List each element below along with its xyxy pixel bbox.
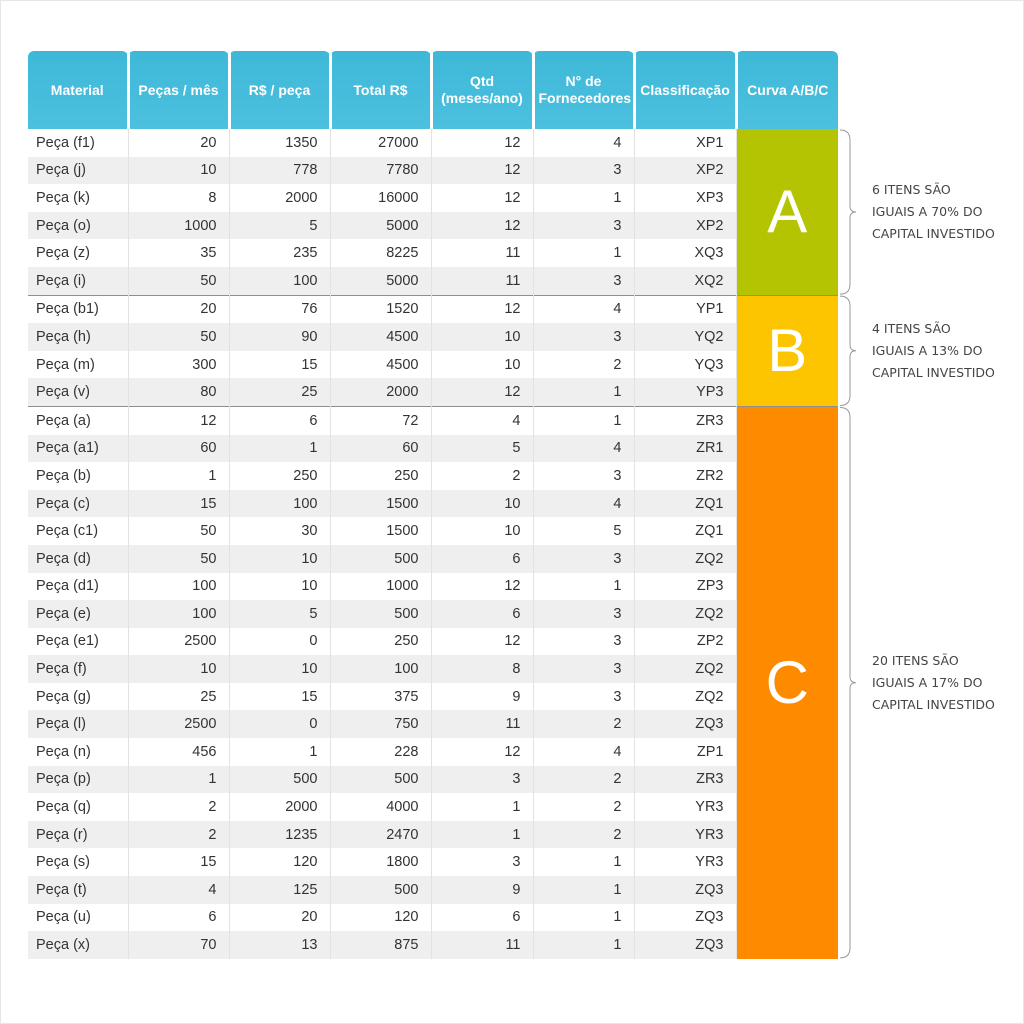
table-row	[28, 517, 838, 545]
cell-classificacao: ZQ2	[634, 545, 736, 573]
cell-fornecedores: 3	[533, 323, 634, 351]
cell-classificacao: YP3	[634, 378, 736, 406]
cell-rs-peca: 235	[229, 239, 330, 267]
cell-material: Peça (q)	[28, 793, 128, 821]
cell-rs-peca: 100	[229, 267, 330, 295]
cell-rs-peca: 1350	[229, 129, 330, 157]
abc-curve-table	[28, 51, 838, 959]
table-row	[28, 129, 838, 157]
curve-group-c: C	[736, 406, 838, 958]
group-braces	[838, 0, 878, 1024]
cell-qtd: 4	[431, 406, 533, 434]
curve-group-a: A	[736, 129, 838, 295]
cell-qtd: 11	[431, 931, 533, 959]
column-header-pecas-mes: Peças / mês	[128, 51, 229, 129]
cell-pecas-mes: 456	[128, 738, 229, 766]
cell-classificacao: XP3	[634, 184, 736, 212]
cell-material: Peça (o)	[28, 212, 128, 240]
cell-rs-peca: 2000	[229, 184, 330, 212]
cell-total: 2000	[330, 378, 431, 406]
cell-qtd: 6	[431, 545, 533, 573]
cell-qtd: 12	[431, 212, 533, 240]
cell-pecas-mes: 50	[128, 545, 229, 573]
cell-fornecedores: 3	[533, 628, 634, 656]
cell-qtd: 8	[431, 655, 533, 683]
cell-fornecedores: 2	[533, 793, 634, 821]
table-row	[28, 462, 838, 490]
cell-classificacao: ZQ2	[634, 683, 736, 711]
cell-fornecedores: 4	[533, 490, 634, 518]
cell-fornecedores: 2	[533, 821, 634, 849]
cell-pecas-mes: 1000	[128, 212, 229, 240]
cell-fornecedores: 1	[533, 239, 634, 267]
table-body	[28, 129, 838, 959]
cell-rs-peca: 13	[229, 931, 330, 959]
curve-group-b: B	[736, 295, 838, 406]
cell-qtd: 12	[431, 738, 533, 766]
cell-pecas-mes: 20	[128, 129, 229, 157]
column-header-total: Total R$	[330, 51, 431, 129]
cell-rs-peca: 2000	[229, 793, 330, 821]
cell-classificacao: XP1	[634, 129, 736, 157]
cell-qtd: 12	[431, 184, 533, 212]
cell-classificacao: YQ3	[634, 351, 736, 379]
cell-rs-peca: 10	[229, 573, 330, 601]
cell-classificacao: XQ2	[634, 267, 736, 295]
cell-qtd: 10	[431, 323, 533, 351]
cell-material: Peça (m)	[28, 351, 128, 379]
brace-group-b	[840, 296, 856, 405]
cell-rs-peca: 15	[229, 683, 330, 711]
cell-total: 60	[330, 435, 431, 463]
cell-classificacao: ZQ3	[634, 876, 736, 904]
table-row	[28, 766, 838, 794]
cell-material: Peça (d1)	[28, 573, 128, 601]
cell-rs-peca: 25	[229, 378, 330, 406]
column-header-qtd: Qtd (meses/ano)	[431, 51, 533, 129]
cell-pecas-mes: 20	[128, 295, 229, 323]
column-header-material: Material	[28, 51, 128, 129]
cell-fornecedores: 1	[533, 184, 634, 212]
table-row	[28, 738, 838, 766]
cell-total: 228	[330, 738, 431, 766]
table-row	[28, 295, 838, 323]
cell-total: 100	[330, 655, 431, 683]
cell-qtd: 9	[431, 876, 533, 904]
cell-pecas-mes: 4	[128, 876, 229, 904]
cell-pecas-mes: 10	[128, 655, 229, 683]
cell-qtd: 10	[431, 490, 533, 518]
cell-rs-peca: 0	[229, 628, 330, 656]
cell-rs-peca: 15	[229, 351, 330, 379]
cell-qtd: 10	[431, 351, 533, 379]
cell-qtd: 12	[431, 573, 533, 601]
cell-pecas-mes: 35	[128, 239, 229, 267]
table-row	[28, 628, 838, 656]
cell-fornecedores: 1	[533, 931, 634, 959]
table-row	[28, 904, 838, 932]
cell-material: Peça (s)	[28, 848, 128, 876]
cell-total: 375	[330, 683, 431, 711]
cell-pecas-mes: 300	[128, 351, 229, 379]
cell-classificacao: ZQ2	[634, 655, 736, 683]
cell-total: 2470	[330, 821, 431, 849]
cell-fornecedores: 3	[533, 462, 634, 490]
cell-qtd: 10	[431, 517, 533, 545]
table-row	[28, 710, 838, 738]
cell-qtd: 11	[431, 267, 533, 295]
cell-material: Peça (b)	[28, 462, 128, 490]
cell-total: 1800	[330, 848, 431, 876]
cell-qtd: 1	[431, 793, 533, 821]
cell-total: 500	[330, 545, 431, 573]
cell-qtd: 11	[431, 710, 533, 738]
cell-pecas-mes: 1	[128, 462, 229, 490]
group-note-a: 6 ITENS SÃO IGUAIS A 70% DO CAPITAL INVESTIDO	[872, 182, 995, 242]
cell-material: Peça (p)	[28, 766, 128, 794]
table-row	[28, 793, 838, 821]
cell-material: Peça (t)	[28, 876, 128, 904]
cell-pecas-mes: 6	[128, 904, 229, 932]
cell-material: Peça (a)	[28, 406, 128, 434]
cell-pecas-mes: 70	[128, 931, 229, 959]
cell-classificacao: ZQ2	[634, 600, 736, 628]
table-row	[28, 876, 838, 904]
table-row	[28, 184, 838, 212]
group-note-c: 20 ITENS SÃO IGUAIS A 17% DO CAPITAL INVESTIDO	[872, 652, 995, 712]
cell-classificacao: ZP3	[634, 573, 736, 601]
table-row	[28, 655, 838, 683]
cell-fornecedores: 4	[533, 129, 634, 157]
cell-total: 27000	[330, 129, 431, 157]
cell-material: Peça (n)	[28, 738, 128, 766]
cell-rs-peca: 5	[229, 600, 330, 628]
cell-fornecedores: 1	[533, 876, 634, 904]
table-row	[28, 239, 838, 267]
cell-fornecedores: 3	[533, 267, 634, 295]
cell-material: Peça (z)	[28, 239, 128, 267]
cell-material: Peça (a1)	[28, 435, 128, 463]
cell-classificacao: YR3	[634, 793, 736, 821]
cell-total: 1500	[330, 490, 431, 518]
cell-total: 4000	[330, 793, 431, 821]
cell-classificacao: XQ3	[634, 239, 736, 267]
table-row	[28, 931, 838, 959]
cell-total: 16000	[330, 184, 431, 212]
cell-classificacao: XP2	[634, 157, 736, 185]
cell-classificacao: ZQ1	[634, 490, 736, 518]
cell-fornecedores: 3	[533, 683, 634, 711]
cell-material: Peça (k)	[28, 184, 128, 212]
table-row	[28, 545, 838, 573]
cell-pecas-mes: 10	[128, 157, 229, 185]
cell-classificacao: ZQ3	[634, 710, 736, 738]
cell-rs-peca: 0	[229, 710, 330, 738]
cell-material: Peça (b1)	[28, 295, 128, 323]
cell-fornecedores: 5	[533, 517, 634, 545]
cell-rs-peca: 30	[229, 517, 330, 545]
cell-material: Peça (f1)	[28, 129, 128, 157]
table-row	[28, 351, 838, 379]
cell-total: 4500	[330, 323, 431, 351]
cell-material: Peça (e1)	[28, 628, 128, 656]
cell-fornecedores: 3	[533, 545, 634, 573]
cell-total: 1500	[330, 517, 431, 545]
cell-classificacao: XP2	[634, 212, 736, 240]
cell-fornecedores: 1	[533, 848, 634, 876]
cell-classificacao: YR3	[634, 821, 736, 849]
cell-material: Peça (x)	[28, 931, 128, 959]
cell-classificacao: ZQ3	[634, 931, 736, 959]
cell-material: Peça (v)	[28, 378, 128, 406]
cell-pecas-mes: 15	[128, 848, 229, 876]
cell-qtd: 11	[431, 239, 533, 267]
cell-rs-peca: 90	[229, 323, 330, 351]
cell-fornecedores: 2	[533, 766, 634, 794]
table-row	[28, 573, 838, 601]
cell-fornecedores: 4	[533, 435, 634, 463]
table-row	[28, 157, 838, 185]
cell-pecas-mes: 50	[128, 323, 229, 351]
cell-pecas-mes: 80	[128, 378, 229, 406]
cell-classificacao: ZP1	[634, 738, 736, 766]
column-header-rs-peca: R$ / peça	[229, 51, 330, 129]
cell-classificacao: ZR2	[634, 462, 736, 490]
cell-material: Peça (c)	[28, 490, 128, 518]
table-row	[28, 378, 838, 406]
table-row	[28, 848, 838, 876]
table-row	[28, 683, 838, 711]
cell-material: Peça (h)	[28, 323, 128, 351]
cell-classificacao: ZR3	[634, 406, 736, 434]
cell-pecas-mes: 100	[128, 600, 229, 628]
cell-material: Peça (g)	[28, 683, 128, 711]
cell-fornecedores: 4	[533, 738, 634, 766]
cell-total: 750	[330, 710, 431, 738]
cell-total: 1520	[330, 295, 431, 323]
table-row	[28, 435, 838, 463]
cell-rs-peca: 5	[229, 212, 330, 240]
header-row	[28, 51, 838, 129]
cell-material: Peça (i)	[28, 267, 128, 295]
brace-group-a	[840, 130, 856, 294]
cell-pecas-mes: 2	[128, 793, 229, 821]
cell-pecas-mes: 12	[128, 406, 229, 434]
cell-material: Peça (j)	[28, 157, 128, 185]
cell-classificacao: YQ2	[634, 323, 736, 351]
cell-qtd: 12	[431, 378, 533, 406]
cell-rs-peca: 120	[229, 848, 330, 876]
cell-pecas-mes: 1	[128, 766, 229, 794]
cell-total: 500	[330, 600, 431, 628]
cell-total: 72	[330, 406, 431, 434]
cell-material: Peça (c1)	[28, 517, 128, 545]
cell-total: 8225	[330, 239, 431, 267]
cell-rs-peca: 1	[229, 738, 330, 766]
cell-fornecedores: 2	[533, 351, 634, 379]
cell-fornecedores: 3	[533, 157, 634, 185]
cell-material: Peça (e)	[28, 600, 128, 628]
cell-qtd: 2	[431, 462, 533, 490]
cell-rs-peca: 500	[229, 766, 330, 794]
cell-total: 250	[330, 462, 431, 490]
cell-pecas-mes: 25	[128, 683, 229, 711]
cell-pecas-mes: 50	[128, 267, 229, 295]
cell-rs-peca: 20	[229, 904, 330, 932]
table-row	[28, 406, 838, 434]
cell-fornecedores: 2	[533, 710, 634, 738]
table-row	[28, 323, 838, 351]
cell-pecas-mes: 2500	[128, 710, 229, 738]
cell-material: Peça (r)	[28, 821, 128, 849]
table-row	[28, 267, 838, 295]
cell-fornecedores: 1	[533, 904, 634, 932]
cell-classificacao: ZP2	[634, 628, 736, 656]
brace-group-c	[840, 407, 856, 957]
cell-qtd: 1	[431, 821, 533, 849]
cell-qtd: 12	[431, 295, 533, 323]
cell-total: 250	[330, 628, 431, 656]
cell-material: Peça (l)	[28, 710, 128, 738]
cell-fornecedores: 1	[533, 378, 634, 406]
cell-qtd: 6	[431, 600, 533, 628]
cell-pecas-mes: 15	[128, 490, 229, 518]
cell-total: 5000	[330, 267, 431, 295]
column-header-fornecedores: N° de Fornecedores	[533, 51, 634, 129]
cell-rs-peca: 100	[229, 490, 330, 518]
cell-total: 500	[330, 876, 431, 904]
cell-fornecedores: 3	[533, 212, 634, 240]
cell-rs-peca: 76	[229, 295, 330, 323]
cell-classificacao: ZR1	[634, 435, 736, 463]
cell-total: 1000	[330, 573, 431, 601]
cell-material: Peça (f)	[28, 655, 128, 683]
cell-rs-peca: 10	[229, 545, 330, 573]
cell-pecas-mes: 100	[128, 573, 229, 601]
cell-fornecedores: 3	[533, 600, 634, 628]
table-row	[28, 600, 838, 628]
cell-qtd: 12	[431, 157, 533, 185]
cell-pecas-mes: 8	[128, 184, 229, 212]
cell-classificacao: YP1	[634, 295, 736, 323]
cell-qtd: 12	[431, 129, 533, 157]
cell-rs-peca: 1235	[229, 821, 330, 849]
cell-total: 5000	[330, 212, 431, 240]
cell-rs-peca: 1	[229, 435, 330, 463]
cell-material: Peça (d)	[28, 545, 128, 573]
cell-total: 875	[330, 931, 431, 959]
cell-qtd: 6	[431, 904, 533, 932]
cell-pecas-mes: 2	[128, 821, 229, 849]
cell-rs-peca: 125	[229, 876, 330, 904]
cell-rs-peca: 10	[229, 655, 330, 683]
cell-total: 120	[330, 904, 431, 932]
cell-rs-peca: 778	[229, 157, 330, 185]
group-note-b: 4 ITENS SÃO IGUAIS A 13% DO CAPITAL INVESTIDO	[872, 320, 995, 380]
cell-qtd: 3	[431, 848, 533, 876]
column-header-curva: Curva A/B/C	[736, 51, 838, 129]
cell-qtd: 3	[431, 766, 533, 794]
cell-total: 500	[330, 766, 431, 794]
cell-fornecedores: 4	[533, 295, 634, 323]
cell-qtd: 9	[431, 683, 533, 711]
cell-rs-peca: 250	[229, 462, 330, 490]
cell-total: 7780	[330, 157, 431, 185]
cell-pecas-mes: 2500	[128, 628, 229, 656]
cell-material: Peça (u)	[28, 904, 128, 932]
cell-classificacao: ZQ3	[634, 904, 736, 932]
cell-rs-peca: 6	[229, 406, 330, 434]
cell-pecas-mes: 60	[128, 435, 229, 463]
table-row	[28, 821, 838, 849]
column-header-classificacao: Classificação	[634, 51, 736, 129]
cell-classificacao: ZR3	[634, 766, 736, 794]
cell-classificacao: YR3	[634, 848, 736, 876]
table-row	[28, 212, 838, 240]
cell-fornecedores: 1	[533, 573, 634, 601]
cell-fornecedores: 3	[533, 655, 634, 683]
cell-total: 4500	[330, 351, 431, 379]
cell-fornecedores: 1	[533, 406, 634, 434]
cell-qtd: 5	[431, 435, 533, 463]
cell-classificacao: ZQ1	[634, 517, 736, 545]
cell-qtd: 12	[431, 628, 533, 656]
cell-pecas-mes: 50	[128, 517, 229, 545]
table-row	[28, 490, 838, 518]
